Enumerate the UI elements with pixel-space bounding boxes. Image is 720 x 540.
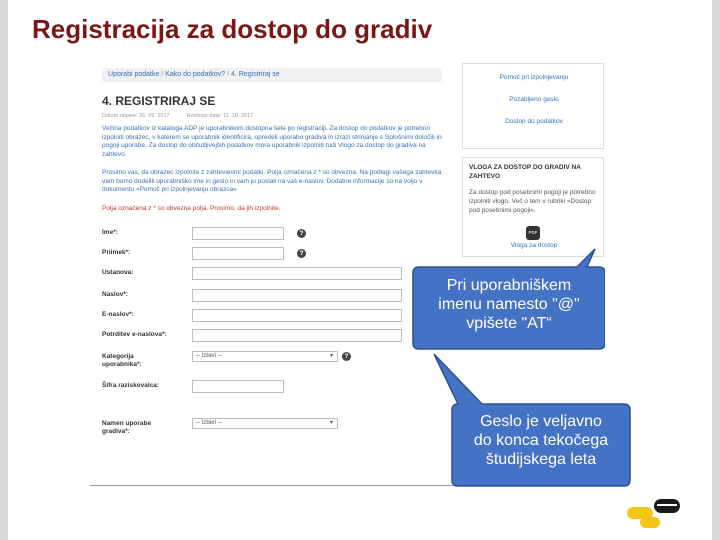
right-margin-bar bbox=[712, 0, 720, 540]
address-input[interactable] bbox=[192, 289, 402, 302]
purpose-value: -- Izberi -- bbox=[196, 420, 222, 426]
breadcrumb bbox=[102, 68, 442, 82]
user-category-value: -- Izberi -- bbox=[196, 353, 222, 359]
breadcrumb-item-register[interactable]: 4. Registriraj se bbox=[231, 71, 280, 78]
institution-input[interactable] bbox=[192, 267, 402, 280]
request-box-title: VLOGA ZA DOSTOP DO GRADIV NA ZAHTEVO bbox=[469, 164, 581, 180]
form-row-first-name bbox=[102, 227, 462, 243]
purpose-select[interactable] bbox=[192, 418, 338, 429]
field-label: Ime*: bbox=[102, 229, 118, 236]
callout-line: študijskega leta bbox=[485, 451, 597, 468]
callout-username-text bbox=[413, 276, 605, 333]
field-label: Potrditev e-naslova*: bbox=[102, 331, 167, 338]
callout-line: Pri uporabniškem bbox=[446, 277, 572, 294]
request-form-download-link[interactable]: Vloga za dostop bbox=[510, 242, 558, 249]
publish-date: Datum objave: 26. 09. 2017 bbox=[102, 113, 170, 119]
revision-date: Revision date: 11. 10. 2017 bbox=[186, 113, 254, 119]
callout-line: imenu namesto "@" bbox=[438, 296, 580, 313]
breadcrumb-item-how-to-get-data[interactable]: Kako do podatkov? bbox=[165, 71, 226, 78]
callout-password-text bbox=[452, 412, 630, 469]
form-row-purpose bbox=[102, 418, 462, 438]
researcher-code-input[interactable] bbox=[192, 380, 284, 393]
form-row-researcher-code bbox=[102, 380, 462, 396]
field-label: Namen uporabe gradiva*: bbox=[102, 420, 152, 435]
field-label: E-naslov*: bbox=[102, 311, 134, 318]
breadcrumb-item-use-data[interactable]: Uporabi podatke bbox=[108, 71, 160, 78]
request-box-text: Za dostop pod posebnimi pogoji je potrebno izpolniti vlogo. Več o tem v rubriki »Dostop pod posebnimi pogoji«. bbox=[469, 189, 596, 214]
email-input[interactable] bbox=[192, 309, 402, 322]
field-label: Šifra raziskovalca: bbox=[102, 382, 160, 389]
callout-line: vpišete "AT“ bbox=[466, 315, 552, 332]
last-name-input[interactable] bbox=[192, 247, 284, 260]
callout-line: do konca tekočega bbox=[473, 432, 609, 449]
email-confirm-input[interactable] bbox=[192, 329, 402, 342]
page-dates bbox=[102, 113, 253, 119]
help-icon[interactable]: ? bbox=[342, 352, 351, 361]
help-icon[interactable]: ? bbox=[297, 229, 306, 238]
chevron-down-icon: ▾ bbox=[329, 353, 333, 359]
request-access-box bbox=[462, 157, 604, 257]
user-category-select[interactable] bbox=[192, 351, 338, 362]
help-filling-link[interactable]: Pomoč pri izpolnjevanju bbox=[499, 74, 569, 81]
page-heading: 4. REGISTRIRAJ SE bbox=[102, 94, 216, 108]
breadcrumb-separator: / bbox=[161, 71, 164, 78]
slide-title: Registracija za dostop do gradiv bbox=[32, 14, 433, 44]
intro-paragraph: Večina podatkov iz kataloga ADP je uporabnikom dostopna šele po registraciji. Za dostop do podatkov je potrebno izpolniti obrazec, v katerem se uporabnik identificira, opredeli uporabo gradiva in izrazi strinjanje s Splošnimi določili in pogoji uporabe. Za dostop do občutljivejših podatkov mora uporabnik izpolniti tudi Vlogo za dostop do gradiva na zahtevo. bbox=[102, 125, 442, 158]
field-label: Naslov*: bbox=[102, 291, 129, 298]
field-label: Ustanova: bbox=[102, 269, 134, 276]
adp-logo bbox=[626, 496, 682, 530]
first-name-input[interactable] bbox=[192, 227, 284, 240]
left-margin-bar bbox=[0, 0, 8, 540]
field-label: Priimek*: bbox=[102, 249, 131, 256]
required-fields-note: Polja označena z * so obvezna polja. Prosimo, da jih izpolnite. bbox=[102, 205, 281, 212]
help-icon[interactable]: ? bbox=[297, 249, 306, 258]
data-access-link[interactable]: Dostop do podatkov bbox=[505, 118, 563, 125]
sidebar-links-box bbox=[462, 63, 604, 149]
pdf-icon[interactable]: PDF bbox=[526, 226, 540, 240]
chevron-down-icon: ▾ bbox=[329, 420, 333, 426]
forgotten-password-link[interactable]: Pozabljeno geslo bbox=[509, 96, 559, 103]
breadcrumb-separator: / bbox=[227, 71, 230, 78]
callout-line: Geslo je veljavno bbox=[480, 413, 602, 430]
instructions-paragraph: Prosimo vas, da obrazec izpolnite z zahtevanimi podatki. Polja označena z * so obvezna. Na podlagi vašega zahtevka vam bomo dodelili uporabniško ime in geslo in vam ju poslali na vaš e-naslov. Dodatne informacije so na voljo v dokumentu »Pomoč pri izpolnjevanju obrazca« bbox=[102, 169, 442, 194]
field-label: Kategorija uporabnika*: bbox=[102, 353, 142, 368]
